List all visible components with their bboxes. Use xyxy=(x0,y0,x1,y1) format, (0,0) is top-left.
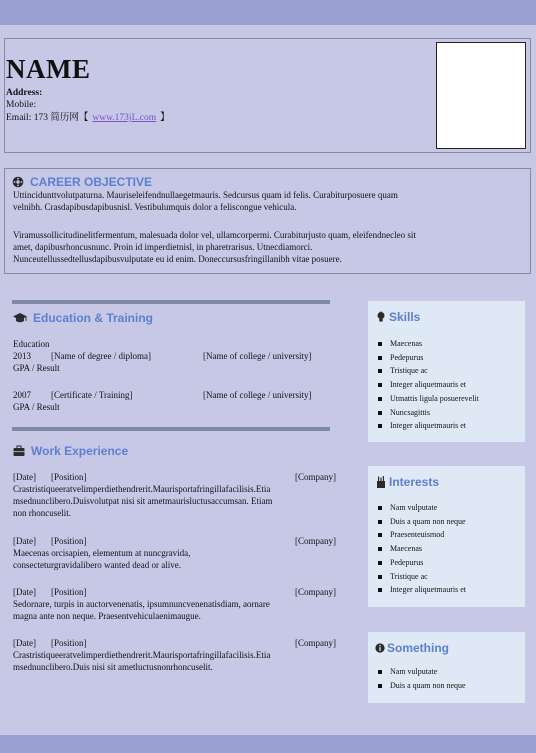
education-gpa: GPA / Result xyxy=(13,363,60,373)
list-item: Utmattis ligula posuerevelit xyxy=(378,392,479,406)
education-entry: 2013 [Name of degree / diploma] [Name of college / university] xyxy=(13,351,312,361)
work-description: Maecenas orcisapien, elementum at nuncgravida, consecteturgravidalibero wanted dead or alive. xyxy=(13,548,191,570)
bottom-band xyxy=(0,735,536,753)
list-item: Nuncsagittis xyxy=(378,406,479,420)
work-experience-heading: Work Experience xyxy=(13,444,128,458)
something-box xyxy=(368,632,525,703)
list-item: Pedepurus xyxy=(378,351,479,365)
list-item: Maecenas xyxy=(378,542,466,556)
header-section xyxy=(4,38,531,153)
interests-heading: Interests xyxy=(375,475,439,489)
work-entry: [Date] [Position] [Company] xyxy=(13,472,336,482)
something-list xyxy=(378,665,466,692)
list-item: Nam vulputate xyxy=(378,665,466,679)
email-line: Email: 173 简历网【 www.173jL.com 】 xyxy=(6,113,170,123)
pen-cup-icon xyxy=(375,476,387,488)
website-link[interactable]: www.173jL.com xyxy=(92,113,157,123)
mobile-line: Mobile: xyxy=(6,100,37,110)
work-entry: [Date] [Position] [Company] xyxy=(13,536,336,546)
list-item: Integer aliquetmauris et xyxy=(378,419,479,433)
graduation-cap-icon xyxy=(13,312,27,324)
list-item: Duis a quam non neque xyxy=(378,515,466,529)
career-objective-heading: CAREER OBJECTIVE xyxy=(12,175,152,189)
work-entry: [Date] [Position] [Company] xyxy=(13,638,336,648)
work-entry: [Date] [Position] [Company] xyxy=(13,587,336,597)
section-divider xyxy=(12,300,330,304)
list-item: Integer aliquetmauris et xyxy=(378,583,466,597)
skills-list xyxy=(378,337,479,433)
work-description: Crastristiqueeratvelimperdiethendrerit.Maurisportafringillafacilisis.Etia msednunclibero.Duis nisi sit ametluctusnonrhoncuselit. xyxy=(13,650,271,672)
list-item: Integer aliquetmauris et xyxy=(378,378,479,392)
list-item: Praesenteuismod xyxy=(378,528,466,542)
interests-box xyxy=(368,466,525,607)
address-line: Address: xyxy=(6,88,43,98)
education-subheading: Education xyxy=(13,339,50,349)
top-band xyxy=(0,0,536,25)
list-item: Pedepurus xyxy=(378,556,466,570)
lightbulb-icon xyxy=(375,311,387,323)
list-item: Tristique ac xyxy=(378,570,466,584)
list-item: Tristique ac xyxy=(378,364,479,378)
skills-box xyxy=(368,301,525,442)
career-paragraph-1: Uttincidunttvolutpaturna. Mauriseleifendnullaegetmauris. Sedcursus quam id felis. Curabiturposuere quam velnibh. Crasdapibusdapibusnisl. Vestibulumquis dolor a feliscongue vehicula. xyxy=(13,190,398,212)
briefcase-icon xyxy=(13,445,25,457)
info-icon xyxy=(375,643,385,653)
work-description: Sedornare, turpis in auctorvenenatis, ipsumnuncvenenatisdiam, aornare magna ante non neque. Praesentvehiculaenimaugue. xyxy=(13,599,270,621)
list-item: Nam vulputate xyxy=(378,501,466,515)
something-heading: Something xyxy=(375,641,449,655)
education-heading: Education & Training xyxy=(13,311,153,325)
list-item: Duis a quam non neque xyxy=(378,679,466,693)
career-paragraph-2: Viramussollicitudinelitfermentum, malesuada dolor vel, ullamcorpermi. Curabiturjusto quam, eleifendnecleo sit amet, dapibusrhoncusnunc. Proin id imperdietnisl, in pharetrarisus. Utnecdiamorci. Nunceutellussedtellusdapibusvulputate eu id enim. Doneccursusfringillanibh vitae posuere. xyxy=(13,230,416,264)
career-icon xyxy=(12,176,24,188)
career-objective-section xyxy=(4,168,531,274)
photo-placeholder xyxy=(436,42,526,149)
list-item: Maecenas xyxy=(378,337,479,351)
candidate-name: NAME xyxy=(6,54,91,84)
education-entry: 2007 [Certificate / Training] [Name of college / university] xyxy=(13,390,312,400)
education-gpa: GPA / Result xyxy=(13,402,60,412)
interests-list xyxy=(378,501,466,597)
skills-heading: Skills xyxy=(375,310,420,324)
section-divider xyxy=(12,427,330,431)
work-description: Crastristiqueeratvelimperdiethendrerit.Maurisportafringillafacilisis.Etia msednunclibero.Duisvolutpat nisi sit ametmaurisluctusaccumsan. Etiam non rhoncuselit. xyxy=(13,484,273,518)
